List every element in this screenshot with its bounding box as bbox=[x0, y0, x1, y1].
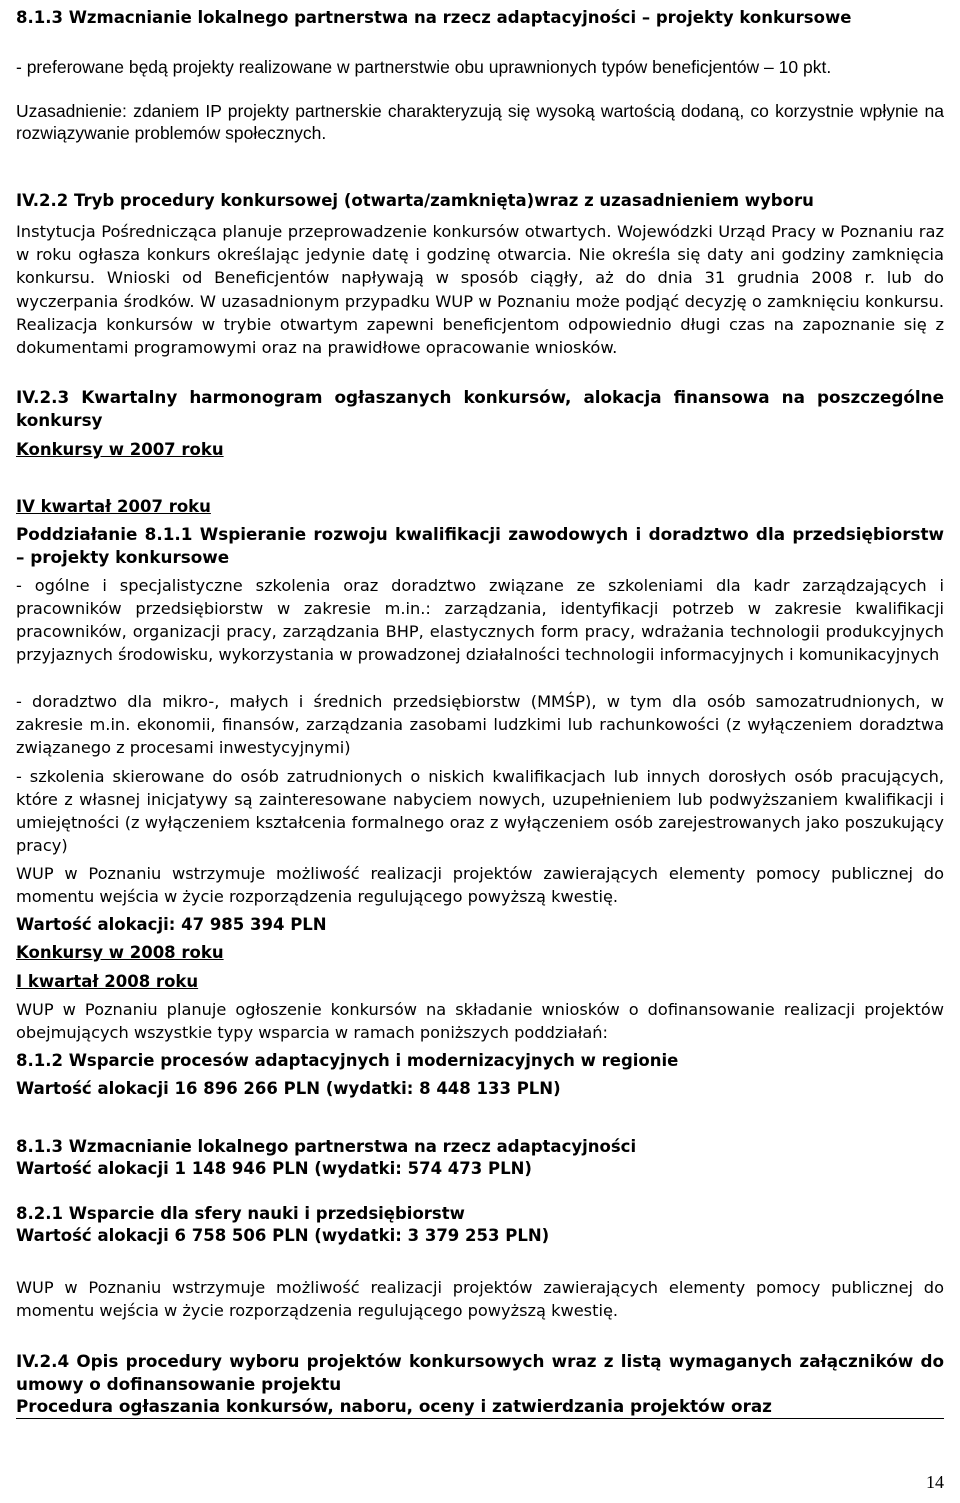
public-aid-note-2007: WUP w Poznaniu wstrzymuje możliwość realizacji projektów zawierających elementy pomocy publicznej do momentu wejścia w życie rozporządzenia regulującego powyższą kwestię. bbox=[16, 864, 944, 906]
allocation-item-812-value: Wartość alokacji 16 896 266 PLN (wydatki: 8 448 133 PLN) bbox=[16, 1079, 561, 1098]
support-type-item: - ogólne i specjalistyczne szkolenia oraz doradztwo związane ze szkoleniami dla kadr zarządzających i pracowników przedsiębiorstw w zakresie m.in.: zarządzania, identyfikacji potrzeb w zakresie kwalifikacji pracowników, organizacji pracy, zarządzania BHP, elastycznych form pracy, wdrażania technologii produkcyjnych przyjaznych środowisku, wykorzystania w prowadzonej działalności technologii informacyjnych i komunikacyjnych bbox=[16, 576, 944, 664]
public-aid-note-2008: WUP w Poznaniu wstrzymuje możliwość realizacji projektów zawierających elementy pomocy publicznej do momentu wejścia w życie rozporządzenia regulującego powyższą kwestię. bbox=[16, 1278, 944, 1320]
quarter-i-2008-heading: I kwartał 2008 roku bbox=[16, 972, 199, 991]
year-2007-heading: Konkursy w 2007 roku bbox=[16, 440, 224, 459]
preference-line: - preferowane będą projekty realizowane w partnerstwie obu uprawnionych typów beneficjentów – 10 pkt. bbox=[16, 57, 832, 77]
allocation-2007: Wartość alokacji: 47 985 394 PLN bbox=[16, 915, 327, 934]
allocation-item-821-title: 8.2.1 Wsparcie dla sfery nauki i przedsiębiorstw bbox=[16, 1204, 465, 1223]
section-heading-iv23: IV.2.3 Kwartalny harmonogram ogłaszanych konkursów, alokacja finansowa na poszczególne konkursy bbox=[16, 387, 944, 430]
support-type-item: - doradztwo dla mikro-, małych i średnich przedsiębiorstw (MMŚP), w tym dla osób samozatrudnionych, w zakresie m.in. ekonomii, finansów, zarządzania zasobami ludzkimi lub rachunkowości (z wyłączeniem doradztwa związanego z procesami inwestycyjnymi) bbox=[16, 692, 944, 757]
intro-2008-paragraph: WUP w Poznaniu planuje ogłoszenie konkursów na składanie wniosków o dofinansowanie realizacji projektów obejmujących wszystkie typy wsparcia w ramach poniższych poddziałań: bbox=[16, 1000, 944, 1042]
allocation-item-812-title: 8.1.2 Wsparcie procesów adaptacyjnych i modernizacyjnych w regionie bbox=[16, 1051, 679, 1070]
section-heading-813: 8.1.3 Wzmacnianie lokalnego partnerstwa na rzecz adaptacyjności – projekty konkursowe bbox=[16, 8, 852, 27]
quarter-iv-2007-heading: IV kwartał 2007 roku bbox=[16, 497, 211, 516]
justification-paragraph: Uzasadnienie: zdaniem IP projekty partnerskie charakteryzują się wysoką wartością dodaną, co korzystnie wpłynie na rozwiązywanie problemów społecznych. bbox=[16, 101, 944, 143]
support-type-item: - szkolenia skierowane do osób zatrudnionych o niskich kwalifikacjach lub innych dorosłych osób pracujących, które z własnej inicjatywy są zainteresowane nabyciem nowych, uzupełnieniem lub podwyższaniem kwalifikacji i umiejętności (z wyłączeniem kształcenia formalnego oraz z wyłączeniem osób zarejestrowanych jako poszukujący pracy) bbox=[16, 767, 944, 855]
page-number: 14 bbox=[926, 1472, 944, 1492]
year-2008-heading: Konkursy w 2008 roku bbox=[16, 943, 224, 962]
allocation-item-813-title: 8.1.3 Wzmacnianie lokalnego partnerstwa na rzecz adaptacyjności bbox=[16, 1137, 637, 1156]
procedure-subheading: Procedura ogłaszania konkursów, naboru, oceny i zatwierdzania projektów oraz bbox=[16, 1396, 772, 1416]
allocation-item-813-value: Wartość alokacji 1 148 946 PLN (wydatki: 574 473 PLN) bbox=[16, 1159, 532, 1178]
section-heading-iv24: IV.2.4 Opis procedury wyboru projektów konkursowych wraz z listą wymaganych załączników do umowy o dofinansowanie projektu bbox=[16, 1351, 944, 1394]
subaction-811-heading: Poddziałanie 8.1.1 Wspieranie rozwoju kwalifikacji zawodowych i doradztwo dla przedsiębiorstw – projekty konkursowe bbox=[16, 524, 944, 567]
footer-divider bbox=[16, 1418, 944, 1419]
section-heading-iv22: IV.2.2 Tryb procedury konkursowej (otwarta/zamknięta)wraz z uzasadnieniem wyboru bbox=[16, 191, 814, 210]
procedure-paragraph: Instytucja Pośrednicząca planuje przeprowadzenie konkursów otwartych. Wojewódzki Urząd Pracy w Poznaniu raz w roku ogłasza konkurs określając jedynie datę i godzinę otwarcia. Nie określa się daty ani godziny zamknięcia konkursu. Wnioski od Beneficjentów napływają w sposób ciągły, aż do dnia 31 grudnia 2008 r. lub do wyczerpania środków. W uzasadnionym przypadku WUP w Poznaniu może podjąć decyzję o zamknięciu konkursu. Realizacja konkursów w trybie otwartym zapewni beneficjentom odpowiednio długi czas na zapoznanie się z dokumentami programowymi oraz na prawidłowe opracowanie wniosków. bbox=[16, 222, 944, 358]
allocation-item-821-value: Wartość alokacji 6 758 506 PLN (wydatki: 3 379 253 PLN) bbox=[16, 1226, 550, 1245]
